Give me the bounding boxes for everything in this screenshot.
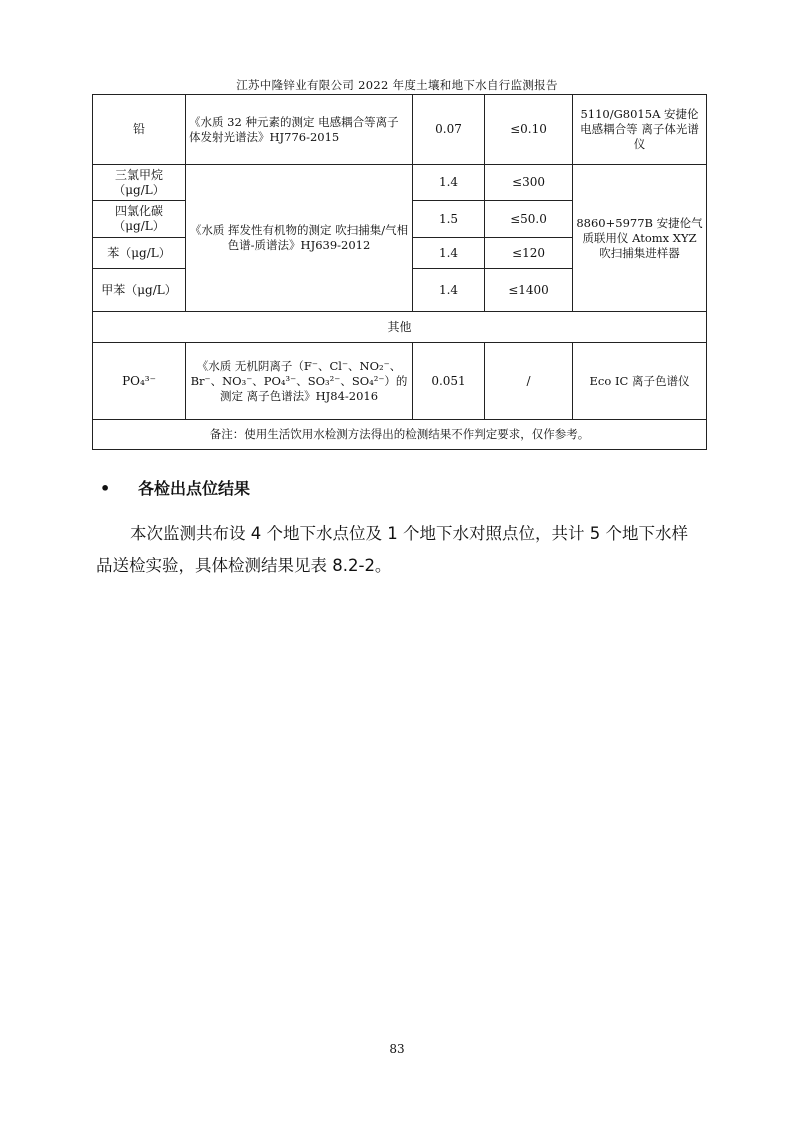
standard-limit: ≤50.0 bbox=[485, 201, 573, 238]
table-note: 备注：使用生活饮用水检测方法得出的检测结果不作判定要求，仅作参考。 bbox=[93, 420, 707, 450]
table-row bbox=[93, 95, 707, 165]
parameter-name: 铅 bbox=[93, 95, 186, 165]
body-paragraph: 本次监测共布设 4 个地下水点位及 1 个地下水对照点位，共计 5 个地下水样品送检实验，具体检测结果见表 8.2-2。 bbox=[96, 524, 688, 575]
method-cell: 《水质 无机阴离子（F⁻、Cl⁻、NO₂⁻、Br⁻、NO₃⁻、PO₄³⁻、SO₃²⁻、SO₄²⁻）的测定 离子色谱法》HJ84-2016 bbox=[186, 343, 413, 420]
standard-limit: ≤1400 bbox=[485, 269, 573, 312]
standard-limit: / bbox=[485, 343, 573, 420]
detection-limit: 1.5 bbox=[413, 201, 485, 238]
detection-limit: 1.4 bbox=[413, 165, 485, 201]
method-cell: 《水质 挥发性有机物的测定 吹扫捕集/气相色谱-质谱法》HJ639-2012 bbox=[186, 165, 413, 312]
page-header: 江苏中隆锌业有限公司 2022 年度土壤和地下水自行监测报告 bbox=[236, 78, 558, 92]
detection-limit: 0.051 bbox=[413, 343, 485, 420]
table-row bbox=[93, 165, 707, 201]
section-row bbox=[93, 312, 707, 343]
page-number: 83 bbox=[389, 1042, 405, 1056]
detection-limit: 1.4 bbox=[413, 238, 485, 269]
section-heading bbox=[100, 476, 250, 499]
instrument-cell: Eco IC 离子色谱仪 bbox=[573, 343, 707, 420]
note-row bbox=[93, 420, 707, 450]
standard-limit: ≤0.10 bbox=[485, 95, 573, 165]
standard-limit: ≤120 bbox=[485, 238, 573, 269]
parameter-name: PO₄³⁻ bbox=[93, 343, 186, 420]
parameter-name: 四氯化碳（μg/L） bbox=[93, 201, 186, 238]
parameter-name: 甲苯（μg/L） bbox=[93, 269, 186, 312]
standard-limit: ≤300 bbox=[485, 165, 573, 201]
instrument-cell: 5110/G8015A 安捷伦电感耦合等 离子体光谱仪 bbox=[573, 95, 707, 165]
section-heading-text: 各检出点位结果 bbox=[138, 479, 251, 498]
instrument-cell: 8860+5977B 安捷伦气质联用仪 Atomx XYZ 吹扫捕集进样器 bbox=[573, 165, 707, 312]
detection-limit: 0.07 bbox=[413, 95, 485, 165]
table-row bbox=[93, 343, 707, 420]
section-label-other: 其他 bbox=[93, 312, 707, 343]
parameter-name: 三氯甲烷（μg/L） bbox=[93, 165, 186, 201]
parameter-name: 苯（μg/L） bbox=[93, 238, 186, 269]
detection-limit: 1.4 bbox=[413, 269, 485, 312]
bullet-icon: • bbox=[100, 479, 111, 498]
method-cell: 《水质 32 种元素的测定 电感耦合等离子体发射光谱法》HJ776-2015 bbox=[186, 95, 413, 165]
monitoring-methods-table bbox=[92, 94, 707, 450]
